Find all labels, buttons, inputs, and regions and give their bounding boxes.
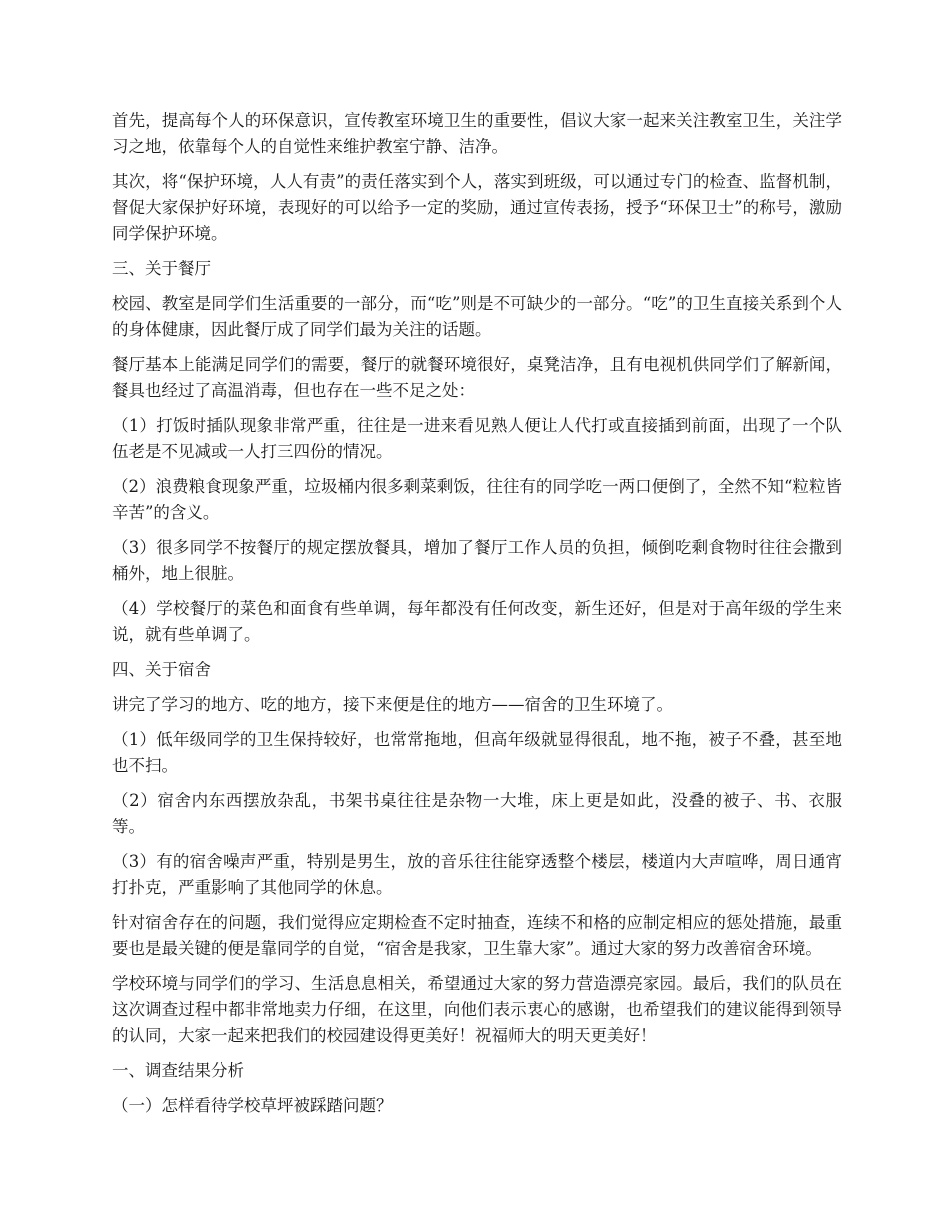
section-heading: 四、关于宿舍 xyxy=(112,660,211,679)
list-item: （2）宿舍内东西摆放杂乱，书架书桌往往是杂物一大堆，床上更是如此，没叠的被子、书、衣服等。 xyxy=(112,791,842,836)
paragraph: 校园、教室是同学们生活重要的一部分，而“吃”则是不可缺少的一部分。“吃”的卫生直接关系到个人的身体健康，因此餐厅成了同学们最为关注的话题。 xyxy=(112,294,842,339)
list-item: （1）低年级同学的卫生保持较好，也常常拖地，但高年级就显得很乱，地不拖，被子不叠，甚至地也不扫。 xyxy=(112,730,842,775)
list-item: （1）打饭时插队现象非常严重，往往是一进来看见熟人便让人代打或直接插到前面，出现了一个队伍老是不见减或一人打三四份的情况。 xyxy=(112,416,842,461)
section-heading: 三、关于餐厅 xyxy=(112,259,211,278)
paragraph: 针对宿舍存在的问题，我们觉得应定期检查不定时抽查，连续不和格的应制定相应的惩处措施，最重要也是最关键的便是靠同学的自觉，“宿舍是我家，卫生靠大家”。通过大家的努力改善宿舍环境。 xyxy=(112,913,842,958)
paragraph: 首先，提高每个人的环保意识，宣传教室环境卫生的重要性，倡议大家一起来关注教室卫生，关注学习之地，依靠每个人的自觉性来维护教室宁静、洁净。 xyxy=(112,111,842,156)
subsection-heading: （一）怎样看待学校草坪被踩踏问题？ xyxy=(112,1096,393,1115)
section-heading: 一、调查结果分析 xyxy=(112,1061,244,1080)
list-item: （3）很多同学不按餐厅的规定摆放餐具，增加了餐厅工作人员的负担，倾倒吃剩食物时往往会撒到桶外，地上很脏。 xyxy=(112,538,842,583)
paragraph: 讲完了学习的地方、吃的地方，接下来便是住的地方——宿舍的卫生环境了。 xyxy=(112,695,673,714)
list-item: （2）浪费粮食现象严重，垃圾桶内很多剩菜剩饭，往往有的同学吃一两口便倒了，全然不知“粒粒皆辛苦”的含义。 xyxy=(112,477,842,522)
list-item: （4）学校餐厅的菜色和面食有些单调，每年都没有任何改变，新生还好，但是对于高年级的学生来说，就有些单调了。 xyxy=(112,599,842,644)
document-body xyxy=(112,108,842,1128)
paragraph: 其次，将“保护环境，人人有责”的责任落实到个人，落实到班级，可以通过专门的检查、监督机制，督促大家保护好环境，表现好的可以给予一定的奖励，通过宣传表扬，授予“环保卫士”的称号，激励同学保护环境。 xyxy=(112,172,842,243)
paragraph: 餐厅基本上能满足同学们的需要，餐厅的就餐环境很好，桌凳洁净，且有电视机供同学们了解新闻，餐具也经过了高温消毒，但也存在一些不足之处： xyxy=(112,355,842,400)
paragraph: 学校环境与同学们的学习、生活息息相关，希望通过大家的努力营造漂亮家园。最后，我们的队员在这次调查过程中都非常地卖力仔细，在这里，向他们表示衷心的感谢，也希望我们的建议能得到领导的认同，大家一起来把我们的校园建设得更美好！祝福师大的明天更美好！ xyxy=(112,974,842,1045)
list-item: （3）有的宿舍噪声严重，特别是男生，放的音乐往往能穿透整个楼层，楼道内大声喧哗，周日通宵打扑克，严重影响了其他同学的休息。 xyxy=(112,852,842,897)
